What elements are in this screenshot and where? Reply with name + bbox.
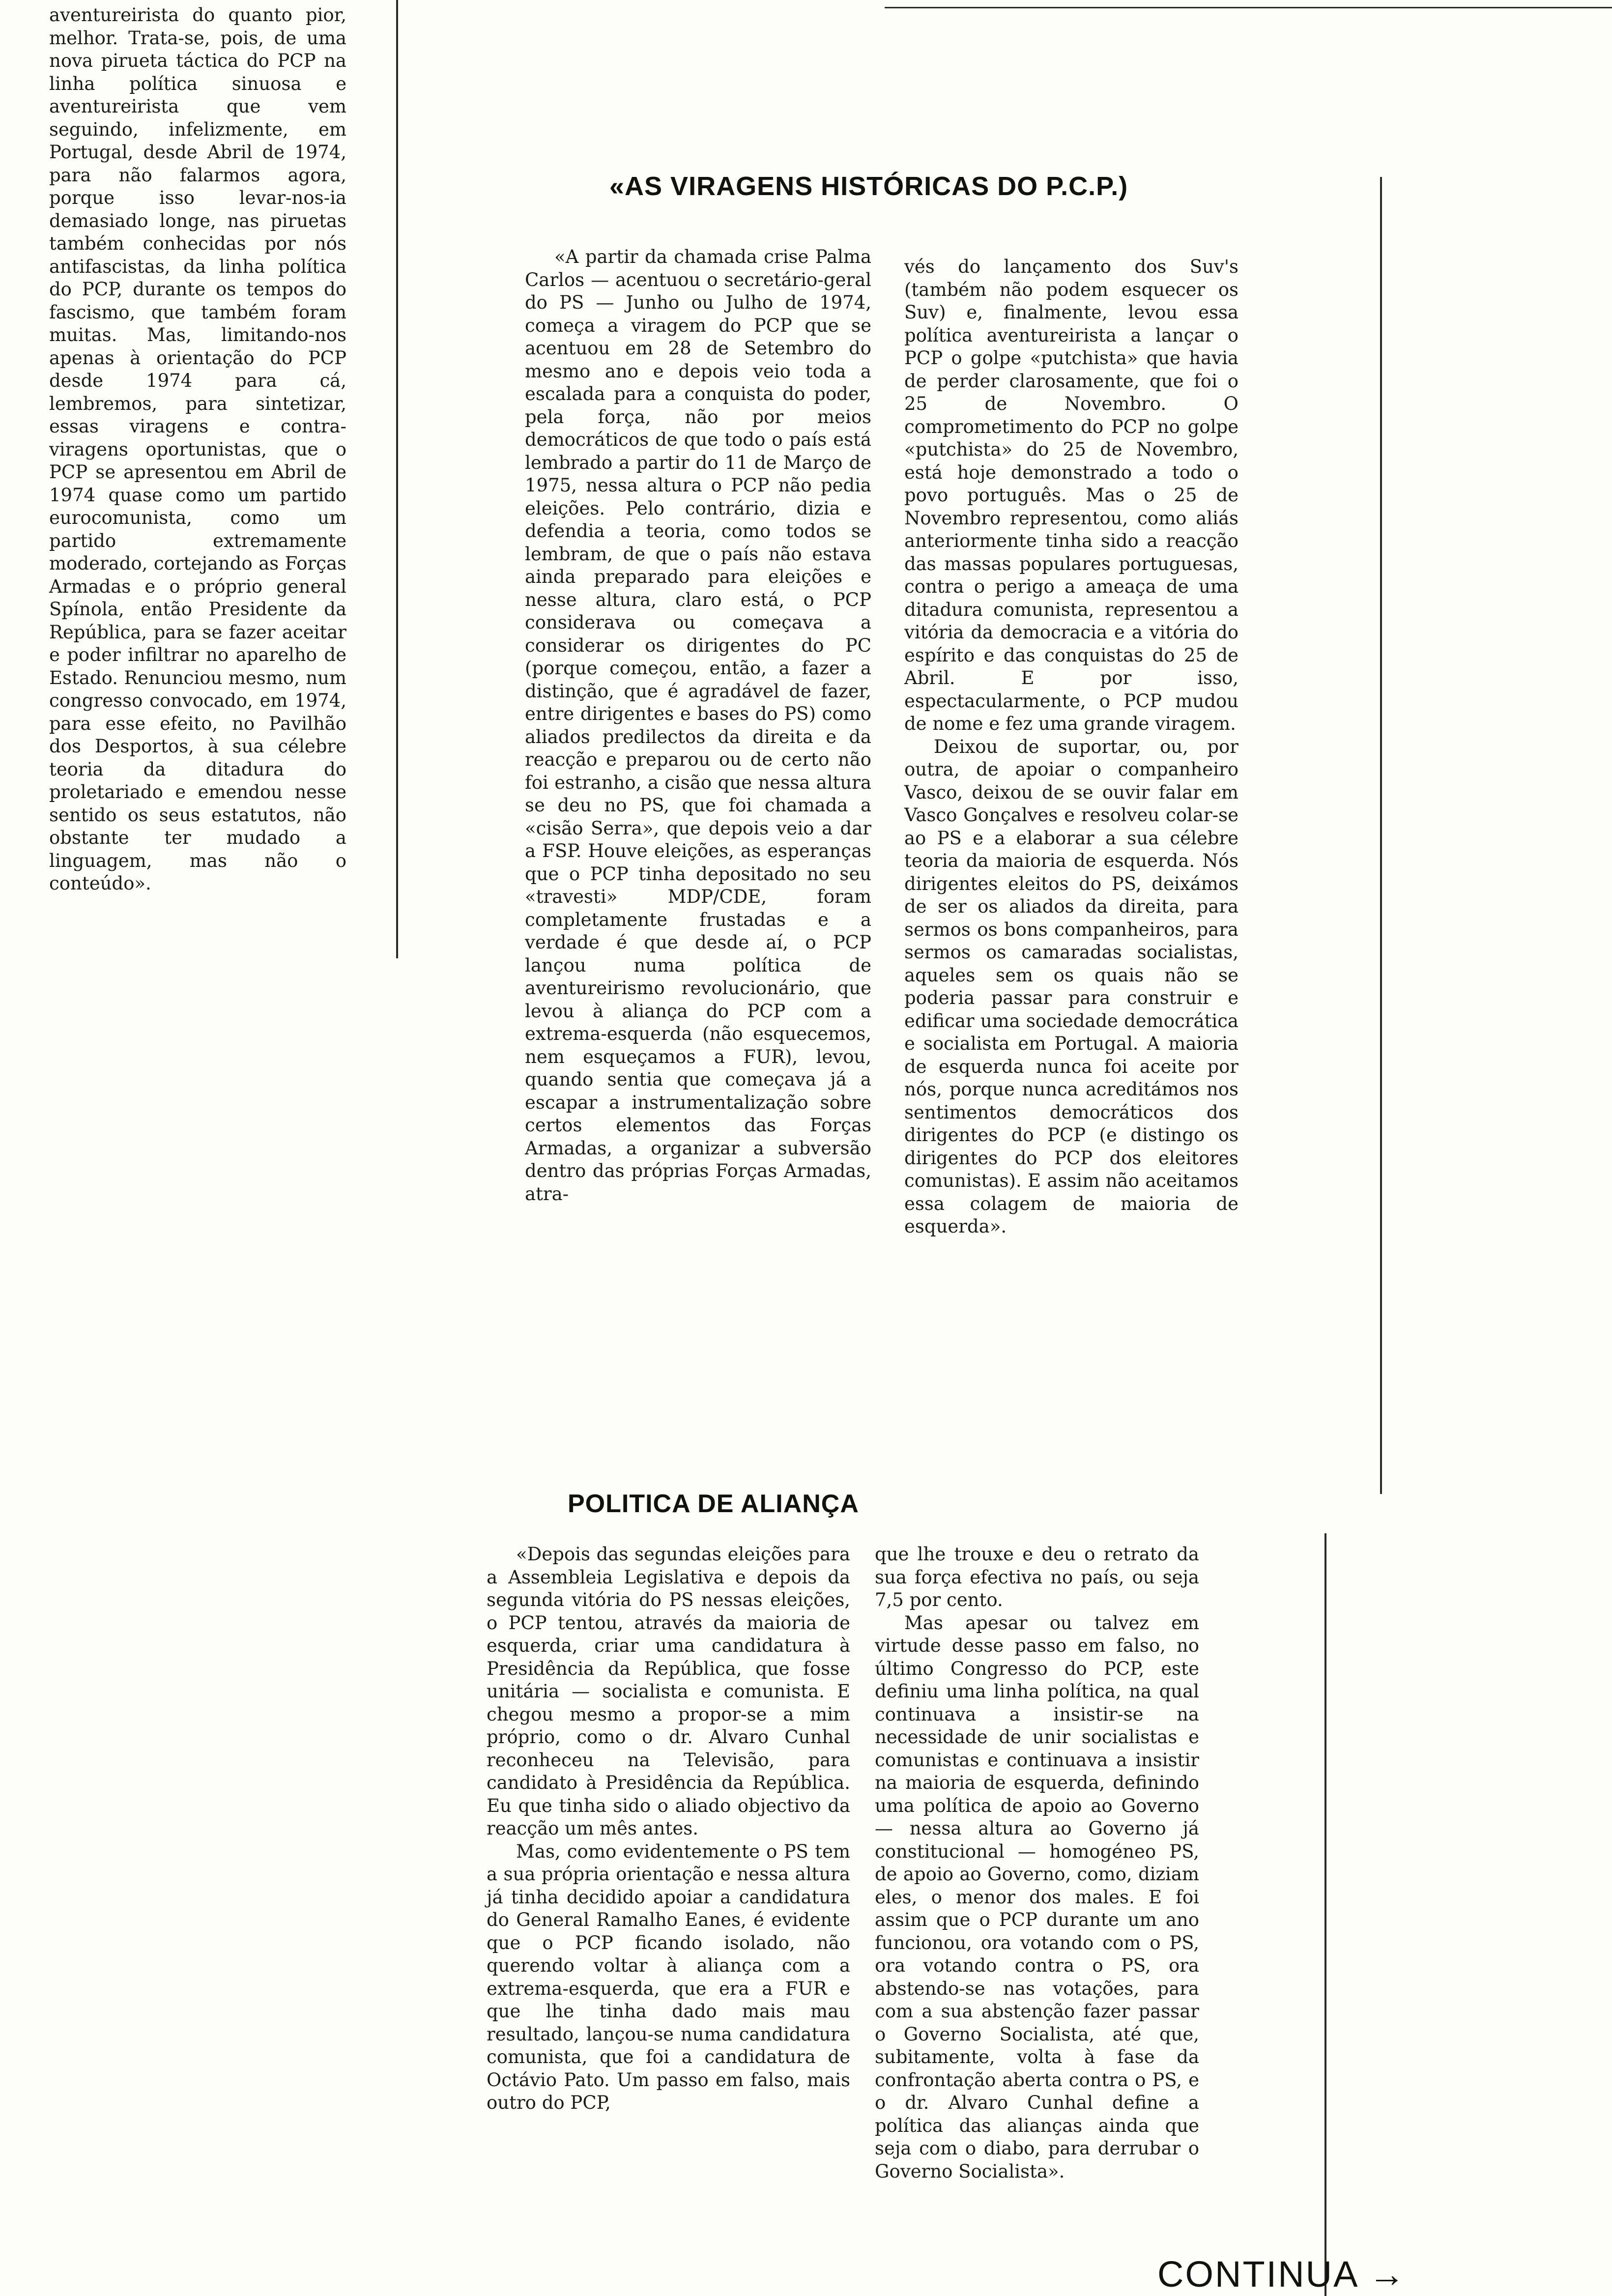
section-right-border [1324,1533,1326,2296]
section-column-1 [487,1543,850,2295]
article-title: «AS VIRAGENS HISTÓRICAS DO P.C.P.) [609,172,1128,201]
article-paragraph: Deixou de suportar, ou, por outra, de apoiar o companheiro Vasco, deixou de se ouvir falar em Vasco Gonçalves e resolveu colar-se ao PS e a elaborar a sua célebre teoria da maioria de esquerda. Nós dirigentes eleitos do PS, deixámos de ser os aliados da direita, para sermos os bons companheiros, para sermos os camaradas socialistas, aqueles sem os quais não se poderia passar para construir e edificar uma sociedade democrática e socialista em Portugal. A maioria de esquerda nunca foi aceite por nós, porque nunca acreditámos nos sentimentos democráticos dos dirigentes do PCP (e distingo os dirigentes do PCP dos eleitores comunistas). E assim não aceitamos essa colagem de maioria de esquerda». [904,736,1238,1237]
article-column-1 [525,246,871,1445]
article-paragraph: vés do lançamento dos Suv's (também não podem esquecer os Suv) e, finalmente, levou essa política aventureirista a lançar o PCP o golpe «putchista» que havia de perder clarosamente, que foi o 25 de Novembro. O comprometimento do PCP no golpe «putchista» do 25 de Novembro, está hoje demonstrado a todo o povo português. Mas o 25 de Novembro representou, como aliás anteriormente tinha sido a reacção das massas populares portuguesas, contra o perigo a ameaça de uma ditadura comunista, representou a vitória da democracia e a vitória do espírito e das conquistas do 25 de Abril. E por isso, espectacularmente, o PCP mudou de nome e fez uma grande viragem. [904,256,1238,734]
section-paragraph: «Depois das segundas eleições para a Assembleia Legislativa e depois da segunda vitória do PS nessas eleições, o PCP tentou, através da maioria de esquerda, criar uma candidatura à Presidência da República, que fosse unitária — socialista e comunista. E chegou mesmo a propor-se a mim próprio, como o dr. Alvaro Cunhal reconheceu na Televisão, para candidato à Presidência da República. Eu que tinha sido o aliado objectivo da reacção um mês antes. [487,1544,850,1839]
article-paragraph: «A partir da chamada crise Palma Carlos — acentuou o secretário-geral do PS — Junho ou Julho de 1974, começa a viragem do PCP que se acentuou em 28 de Setembro do mesmo ano e depois veio toda a escalada para a conquista do poder, pela força, não por meios democráticos de que todo o país está lembrado a partir do 11 de Março de 1975, nessa altura o PCP não pedia eleições. Pelo contrário, dizia e defendia a teoria, como todos se lembram, de que o país não estava ainda preparado para eleições e nesse altura, claro está, o PCP considerava ou começava a considerar os dirigentes do PC (porque começou, então, a fazer a distinção, que é agradável de fazer, entre dirigentes e bases do PS) como aliados predilectos da direita e da reacção e preparou ou de certo não foi estranho, a cisão que nessa altura se deu no PS, que foi chamada a «cisão Serra», que depois veio a dar a FSP. Houve eleições, as esperanças que o PCP tinha depositado no seu «travesti» MDP/CDE, foram completamente frustadas e a verdade é que desde aí, o PCP lançou numa política de aventureirismo revolucionário, que levou à aliança do PCP com a extrema-esquerda (não esquecemos, nem esqueçamos a FUR), levou, quando sentia que começava já a escapar a instrumentalização sobre certos elementos das Forças Armadas, a organizar a subversão dentro das próprias Forças Armadas, atra- [525,246,871,1205]
section-column-2 [875,1543,1199,2280]
section-paragraph: que lhe trouxe e deu o retrato da sua força efectiva no país, ou seja 7,5 por cento. [875,1544,1199,1610]
article-right-border [1380,177,1382,1494]
left-column-right-border [396,0,398,958]
section-paragraph: Mas, como evidentemente o PS tem a sua própria orientação e nessa altura já tinha decidido apoiar a candidatura do General Ramalho Eanes, é evidente que o PCP ficando isolado, não querendo voltar à aliança com a extrema-esquerda, que era a FUR e que lhe tinha dado mais mau resultado, lançou-se numa candidatura comunista, que foi a candidatura de Octávio Pato. Um passo em falso, mais outro do PCP, [487,1840,850,2113]
left-column-text [49,4,346,957]
section-paragraph: Mas apesar ou talvez em virtude desse passo em falso, no último Congresso do PCP, este definiu uma linha política, na qual continuava a insistir-se na necessidade de unir socialistas e comunistas e continuava a insistir na maioria de esquerda, definindo uma política de apoio ao Governo — nessa altura ao Governo já constitucional — homogéneo PS, de apoio ao Governo, como, diziam eles, o menor dos males. E foi assim que o PCP durante um ano funcionou, ora votando com o PS, ora votando contra o PS, ora abstendo-se nas votações, para com a sua abstenção fazer passar o Governo Socialista, até que, subitamente, volta à fase da confrontação aberta contra o PS, e o dr. Alvaro Cunhal define a política das alianças ainda que seja com o diabo, para derrubar o Governo Socialista». [875,1612,1199,2182]
article-column-2 [904,256,1238,1455]
left-column-paragraph: aventureirista do quanto pior, melhor. Trata-se, pois, de uma nova pirueta táctica do PCP na linha política sinuosa e aventureirista que vem seguindo, infelizmente, em Portugal, desde Abril de 1974, para não falarmos agora, porque isso levar-nos-ia demasiado longe, nas piruetas também conhecidas por nós antifascistas, da linha política do PCP, durante os tempos do fascismo, que também foram muitas. Mas, limitando-nos apenas à orientação do PCP desde 1974 para cá, lembremos, para sintetizar, essas viragens e contra-viragens oportunistas, que o PCP se apresentou em Abril de 1974 quase como um partido eurocomunista, como um partido extremamente moderado, cortejando as Forças Armadas e o próprio general Spínola, então Presidente da República, para se fazer aceitar e poder infiltrar no aparelho de Estado. Renunciou mesmo, num congresso convocado, em 1974, para esse efeito, no Pavilhão dos Desportos, à sua célebre teoria da ditadura do proletariado e emendou nesse sentido os seus estatutos, não obstante ter mudado a linguagem, mas não o conteúdo». [49,4,346,894]
continued-label: CONTINUA → [1157,2254,1407,2295]
section-title: POLITICA DE ALIANÇA [568,1490,859,1518]
top-clipping-edge [885,7,1612,8]
